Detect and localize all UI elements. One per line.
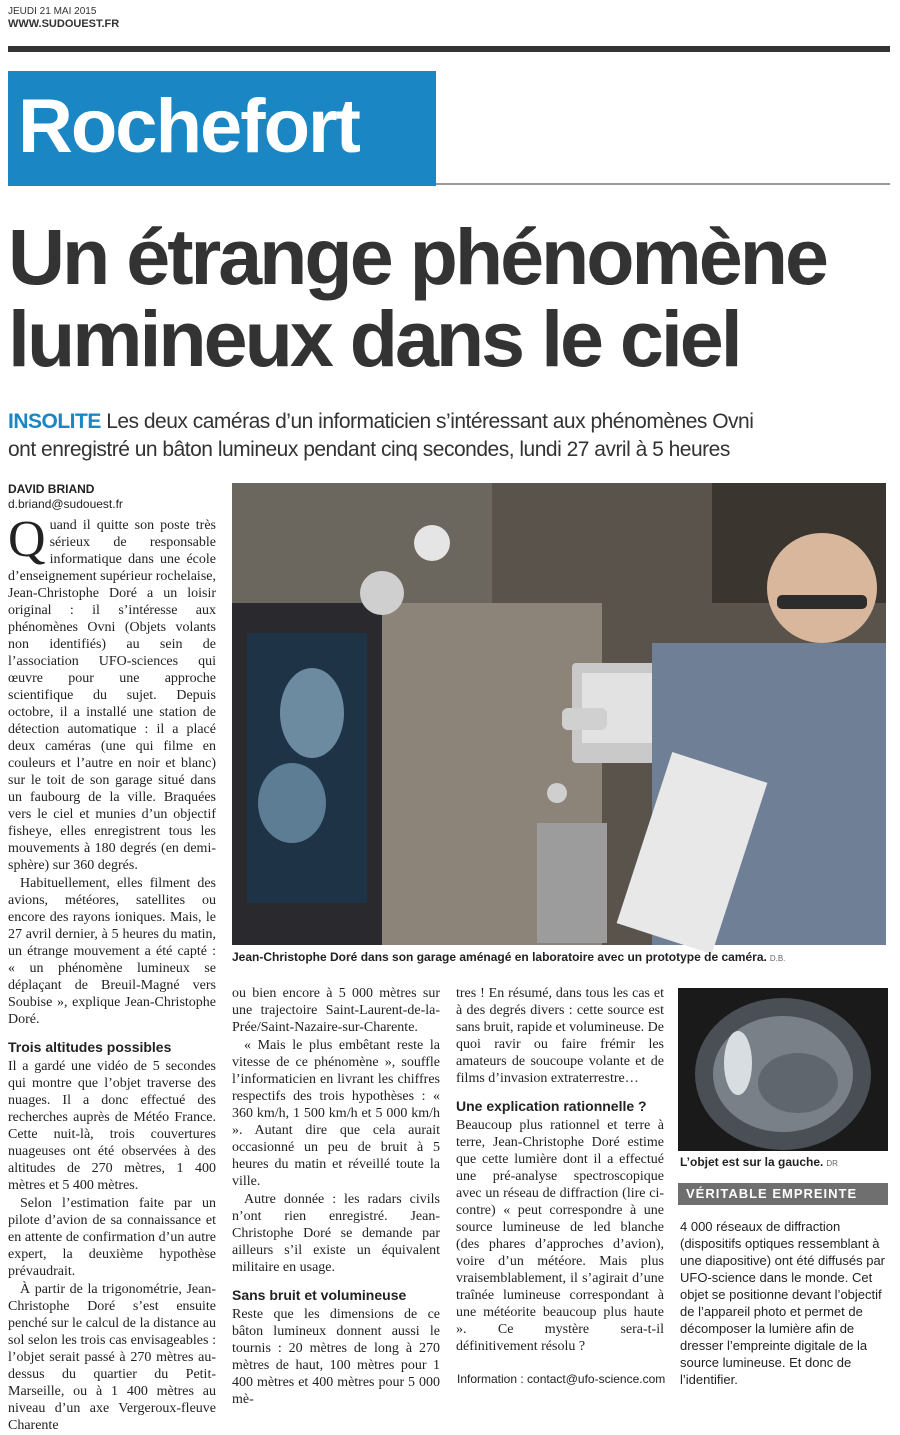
photo-illustration (232, 483, 886, 945)
standfirst (8, 408, 892, 464)
paragraph: À partir de la trigonométrie, Jean-Christophe Doré s’est ensuite penché sur le calcul de la distance au sol selon les trois cas envisageables : l’objet serait passé à 270 mètres au-dessus du quartier du Petit-Marseille, ou à 1 400 mètres au niveau d’un axe Vergeroux-fleuve Charente (8, 1282, 216, 1433)
subheading: Sans bruit et volumineuse (232, 1287, 407, 1303)
issue-date: JEUDI 21 MAI 2015 (8, 6, 97, 17)
sidebar-box-title: VÉRITABLE EMPREINTE (678, 1183, 888, 1205)
section-title: Rochefort (18, 84, 359, 169)
subheading: Trois altitudes possibles (8, 1039, 172, 1055)
section-banner (8, 71, 436, 186)
sidebar-box-text: 4 000 réseaux de diffraction (dispositifs optiques ressemblant à une diapositive) ont été diffusés par UFO-science dans le monde. Cet objet se positionne devant l’objectif de l’appareil photo et permet de décomposer la lumière afin de dresser l’empreinte digitale de la source lumineuse. Et donc de l’identifier. (680, 1219, 886, 1387)
byline (8, 482, 123, 512)
photo-caption (232, 950, 892, 966)
paragraph: ou bien encore à 5 000 mètres sur une trajectoire Saint-Laurent-de-la-Prée/Saint-Nazaire-sur-Charente. (232, 986, 440, 1035)
section-rule (436, 183, 890, 185)
article-column-2 (232, 985, 440, 1409)
article-column-3 (456, 985, 664, 1356)
website[interactable]: WWW.SUDOUEST.FR (8, 18, 120, 30)
caption-text: L’objet est sur la gauche. (680, 1155, 824, 1169)
top-rule (8, 46, 890, 52)
author-email[interactable]: d.briand@sudouest.fr (8, 497, 123, 511)
headline (8, 212, 892, 383)
paragraph: uand il quitte son poste très sérieux de responsable informatique dans une école d’enseignement supérieur rochelaise, Jean-Christophe Doré a un loisir original : il s’intéresse aux phénomènes Ovni (Objets volants non identifiés) au sein de l’association UFO-sciences qui œuvre pour une approche scientifique du sujet. Depuis octobre, il a installé une station de détection automatique : il a placé deux caméras (une qui filme en couleurs et l’autre en noir et blanc) sur le toit de son garage situé dans un faubourg de la ville. Braquées vers le ciel et munies d’un objectif fisheye, elles enregistrent tous les mouvements à 180 degrés (en demi-sphère) sur 360 degrés. (8, 518, 216, 873)
drop-cap: Q (8, 511, 46, 568)
author-name: DAVID BRIAND (8, 482, 95, 496)
paragraph: tres ! En résumé, dans tous les cas et à des degrés divers : cette source est sans bruit, rapide et volumineuse. De quoi ravir ou faire frémir les amateurs de soucoupe volante et de films d’invasion extraterrestre… (456, 986, 665, 1086)
subheading: Une explication rationnelle ? (456, 1098, 647, 1114)
paragraph: Selon l’estimation faite par un pilote d’avion de sa connaissance et en attente de confirmation d’un autre expert, la deuxième hypothèse prévaudrait. (8, 1196, 216, 1279)
standfirst-line-2: ont enregistré un bâton lumineux pendant cinq secondes, lundi 27 avril à 5 heures (8, 438, 730, 461)
photo-credit: D.B. (769, 954, 786, 963)
paragraph: Autre donnée : les radars civils n’ont rien enregistré. Jean-Christophe Doré se demande par ailleurs s’il existe un équivalent militaire en usage. (232, 1192, 440, 1275)
article-column-1 (8, 511, 216, 1435)
paragraph: Reste que les dimensions de ce bâton lumineux donnent aussi le tournis : 20 mètres de long à 270 mètres de haut, 100 mètres pour 1 400 mètres et 400 mètres pour 5 000 mè- (232, 1307, 440, 1407)
photo-illustration (678, 988, 888, 1151)
paragraph: Habituellement, elles filment des avions, météores, satellites ou encore des rayons ioniques. Mais, le 27 avril dernier, à 5 heures du matin, un étrange mouvement a été capté : « un phénomène lumineux se déplaçant de Breuil-Magné vers Soubise », explique Jean-Christophe Doré. (8, 876, 216, 1027)
photo-credit: DR (826, 1159, 838, 1168)
diffraction-photo (678, 988, 888, 1151)
headline-line-2: lumineux dans le ciel (8, 294, 740, 383)
standfirst-line-1: Les deux caméras d’un informaticien s’intéressant aux phénomènes Ovni (106, 410, 754, 433)
caption-text: Jean-Christophe Doré dans son garage aménagé en laboratoire avec un prototype de caméra. (232, 950, 767, 964)
paragraph: « Mais le plus embêtant reste la vitesse de ce phénomène », souffle l’informaticien en livrant les chiffres respectifs des trois hypothèses : « 360 km/h, 1 500 km/h et 5 000 km/h ». Autant dire que cela aurait occasionné un peu de bruit à 5 heures du matin et réveillé toute la ville. (232, 1038, 440, 1189)
headline-line-1: Un étrange phénomène (8, 212, 826, 301)
masthead (8, 6, 119, 30)
paragraph: Beaucoup plus rationnel et terre à terre, Jean-Christophe Doré estime que cette lumière dont il a effectué une pré-analyse spectroscopique avec un réseau de diffraction (lire ci-contre) « peut correspondre à une source lumineuse de led blanche (des phares d’approches d’avion), voire d’un météore. Mais plus vraisemblablement, il s’agirait d’une traînée lumineuse correspondant à une météorite beaucoup plus haute ». Ce mystère sera-t-il définitivement résolu ? (456, 1118, 664, 1354)
paragraph: Il a gardé une vidéo de 5 secondes qui montre que l’objet traverse des nuages. Il a donc effectué des recherches auprès de Météo France. Cette nuit-là, trois couvertures nuageuses ont été observées à des altitudes de 270 mètres, 1 400 mètres et 5 400 mètres. (8, 1059, 216, 1193)
kicker: INSOLITE (8, 410, 101, 433)
photo2-caption (680, 1155, 838, 1171)
garage-lab-photo (232, 483, 886, 945)
contact-info[interactable]: Information : contact@ufo-science.com (457, 1372, 666, 1386)
